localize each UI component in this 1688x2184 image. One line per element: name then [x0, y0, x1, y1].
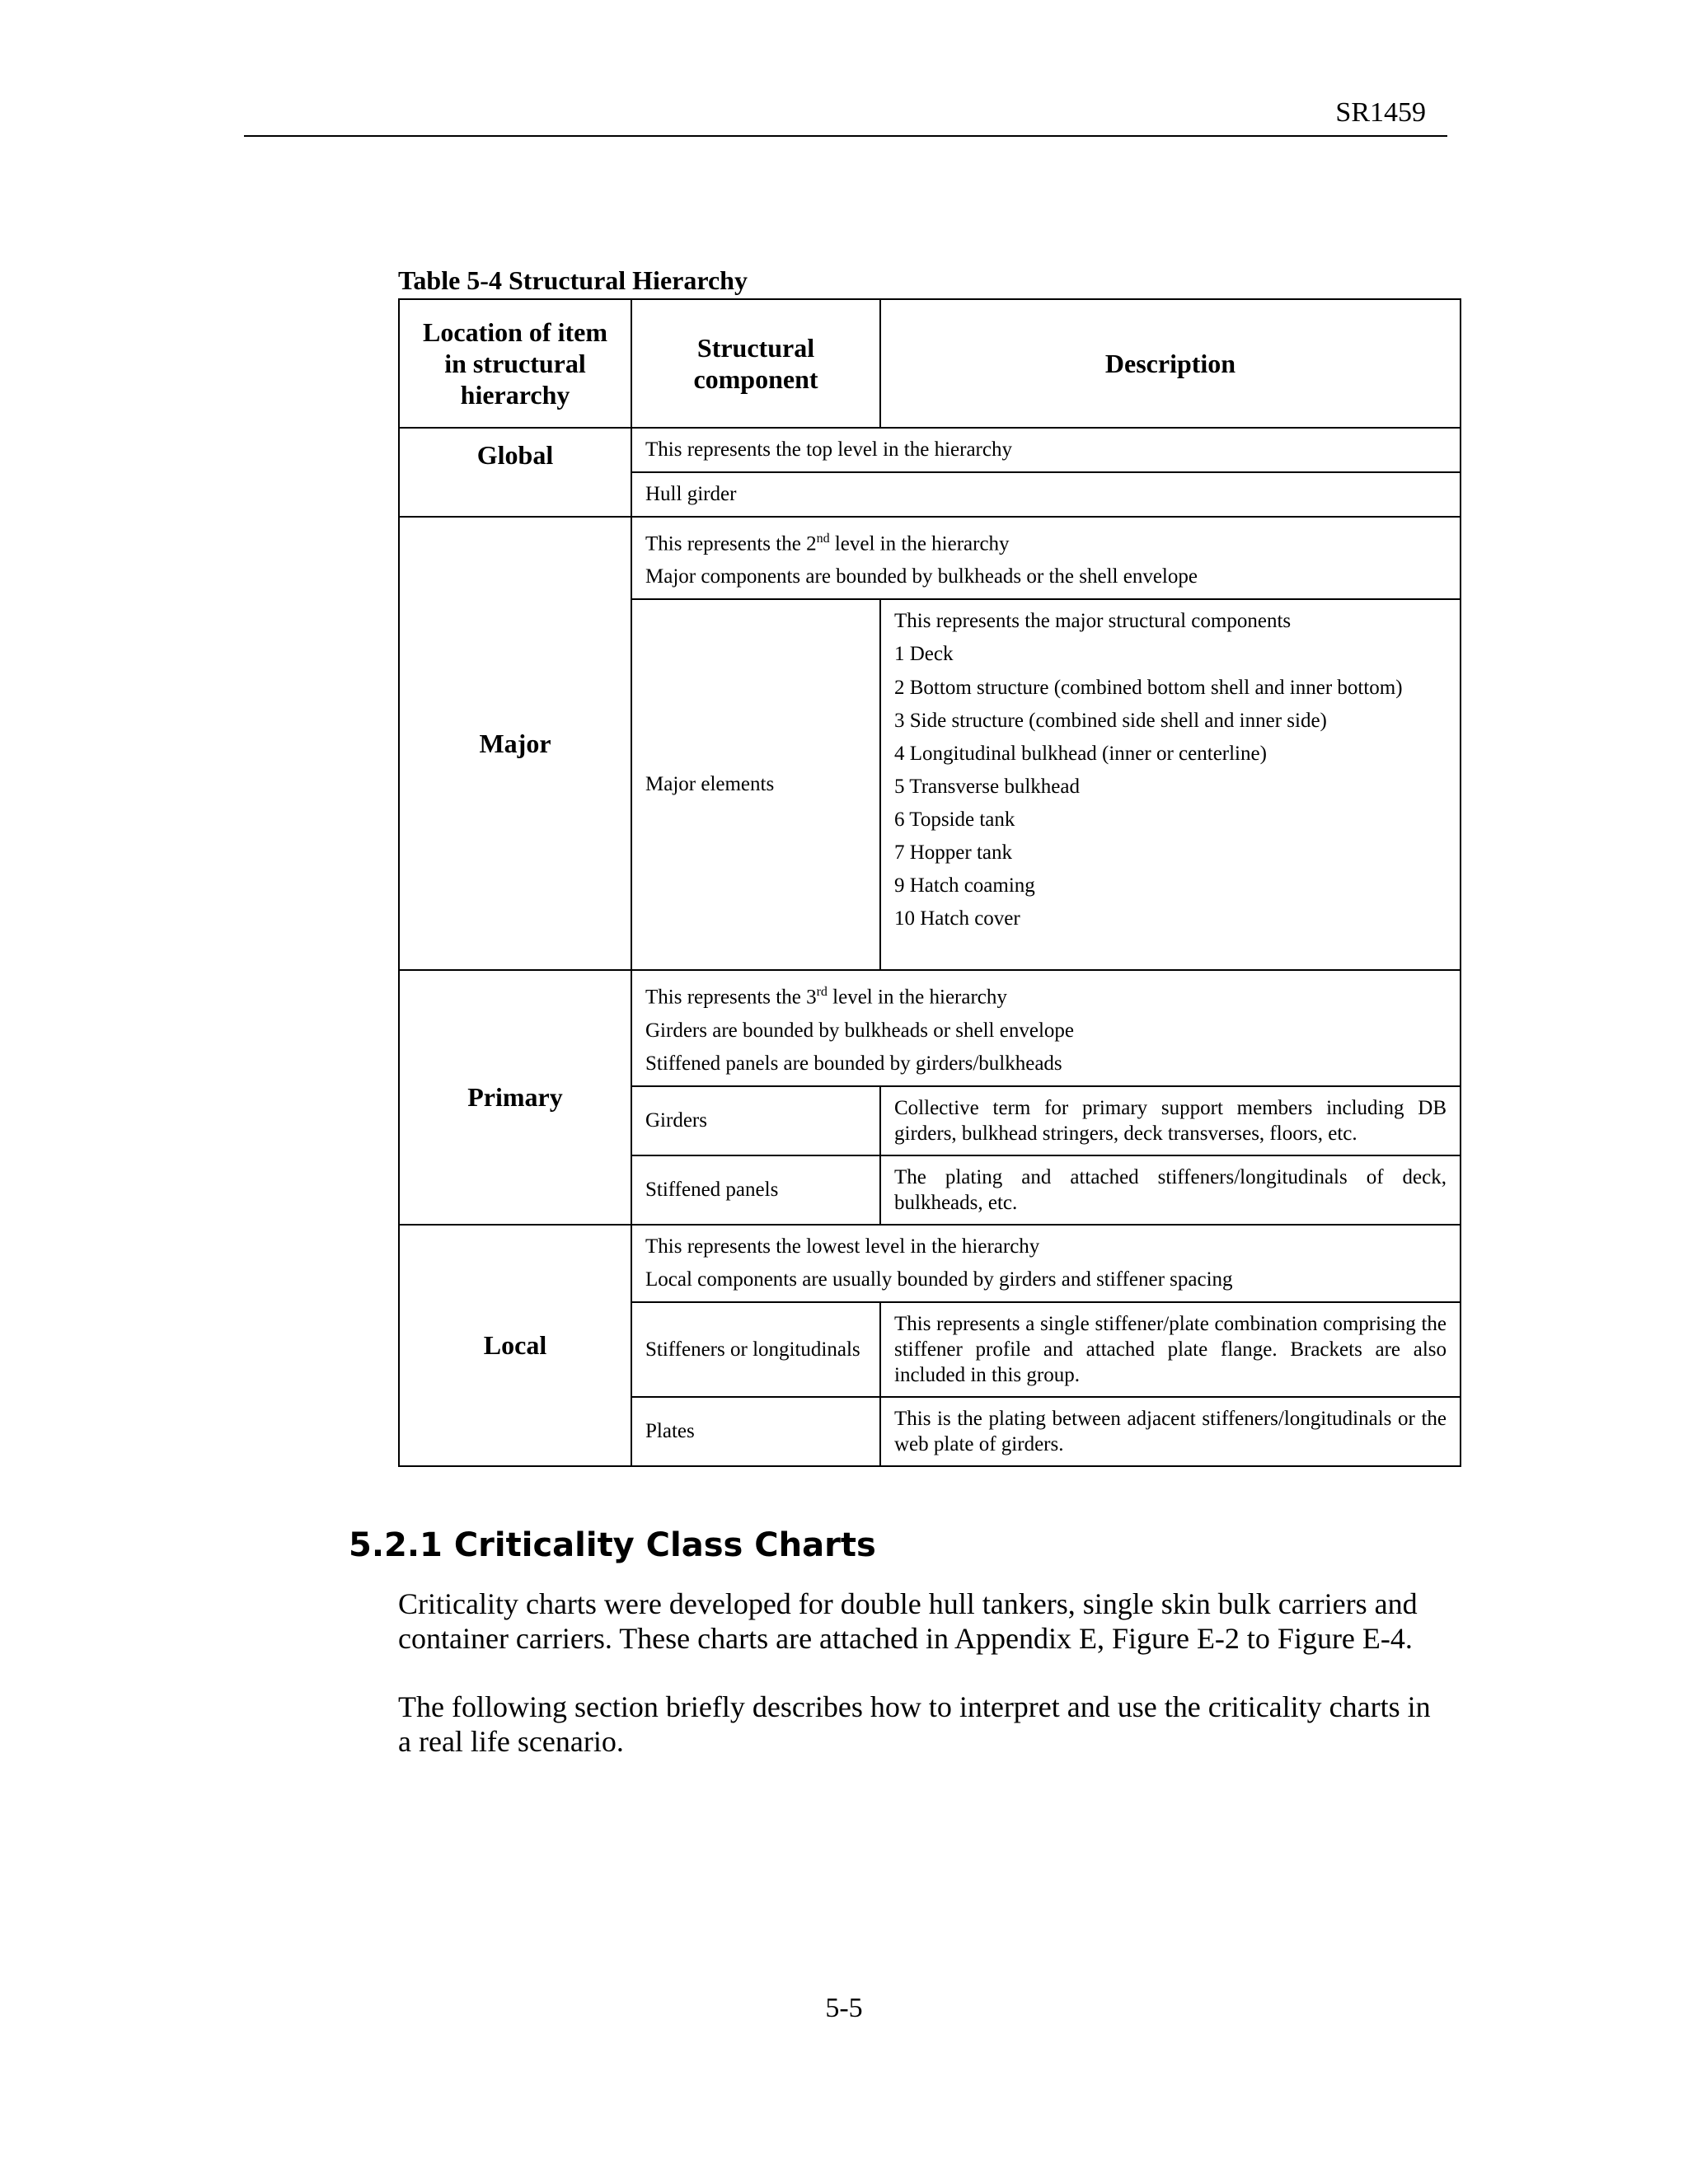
list-item: 3 Side structure (combined side shell and inner side): [894, 710, 1327, 733]
global-intro: This represents the top level in the hierarchy: [631, 428, 1461, 472]
header-rule: [244, 135, 1447, 137]
list-item: 6 Topside tank: [894, 808, 1015, 832]
global-component: Hull girder: [631, 472, 1461, 517]
level-local: Local: [399, 1225, 631, 1466]
major-component: Major elements: [631, 599, 880, 970]
list-item: 5 Transverse bulkhead: [894, 776, 1080, 799]
local-intro: This represents the lowest level in the hierarchy Local components are usually bounded by girders and stiffener spacing: [631, 1225, 1461, 1302]
list-item: 1 Deck: [894, 643, 954, 666]
list-item: 9 Hatch coaming: [894, 874, 1035, 898]
table-row: [399, 970, 1461, 1085]
table-row: [399, 517, 1461, 599]
girders-component: Girders: [631, 1086, 880, 1155]
major-description: This represents the major structural components 1 Deck 2 Bottom structure (combined bottom shell and inner bottom) 3 Side structure (combined side shell and inner side) 4 Longitudinal bulkhead (inner or centerline) 5 Transverse bulkhead 6 Topside tank 7 Hopper tank 9 Hatch coaming 10 Hatch cover: [880, 599, 1461, 970]
section-heading: 5.2.1 Criticality Class Charts: [349, 1526, 876, 1564]
document-id: SR1459: [1335, 97, 1426, 128]
primary-intro: This represents the 3rd level in the hierarchy Girders are bounded by bulkheads or shell envelope Stiffened panels are bounded by girders/bulkheads: [631, 970, 1461, 1085]
panels-description: The plating and attached stiffeners/longitudinals of deck, bulkheads, etc.: [880, 1155, 1461, 1225]
stiffeners-description: This represents a single stiffener/plate combination comprising the stiffener profile and attached plate flange. Brackets are also included in this group.: [880, 1302, 1461, 1397]
girders-description: Collective term for primary support members including DB girders, bulkhead stringers, deck transverses, floors, etc.: [880, 1086, 1461, 1155]
structural-hierarchy-table: [398, 298, 1461, 1467]
list-item: 4 Longitudinal bulkhead (inner or centerline): [894, 743, 1267, 766]
level-global: Global: [399, 428, 631, 517]
major-intro: This represents the 2nd level in the hierarchy Major components are bounded by bulkheads or the shell envelope: [631, 517, 1461, 599]
list-item: 7 Hopper tank: [894, 841, 1013, 865]
table-row: [399, 1225, 1461, 1302]
table-row: [399, 428, 1461, 472]
list-item: 2 Bottom structure (combined bottom shell and inner bottom): [894, 677, 1403, 700]
level-primary: Primary: [399, 970, 631, 1224]
header-location: Location of item in structural hierarchy: [399, 299, 631, 428]
header-component: Structural component: [631, 299, 880, 428]
plates-description: This is the plating between adjacent stiffeners/longitudinals or the web plate of girders.: [880, 1397, 1461, 1466]
table-header-row: [399, 299, 1461, 428]
list-item: 10 Hatch cover: [894, 907, 1020, 930]
table-caption: Table 5-4 Structural Hierarchy: [398, 265, 748, 295]
page-number: 5-5: [825, 1993, 863, 2023]
paragraph: The following section briefly describes how to interpret and use the criticality charts in a real life scenario.: [398, 1690, 1431, 1758]
header-description: Description: [880, 299, 1461, 428]
level-major: Major: [399, 517, 631, 970]
panels-component: Stiffened panels: [631, 1155, 880, 1225]
stiffeners-component: Stiffeners or longitudinals: [631, 1302, 880, 1397]
paragraph: Criticality charts were developed for double hull tankers, single skin bulk carriers and container carriers. These charts are attached in Appendix E, Figure E-2 to Figure E-4.: [398, 1587, 1418, 1655]
plates-component: Plates: [631, 1397, 880, 1466]
